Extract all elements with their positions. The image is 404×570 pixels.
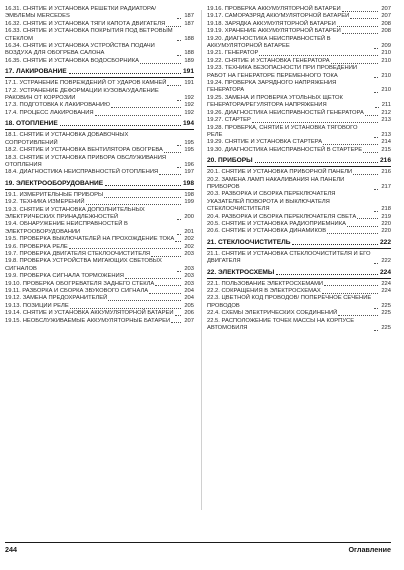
toc-entry (5, 169, 194, 176)
dot-leader (171, 322, 181, 323)
entry-title: 18.4. ДИАГНОСТИКА НЕИСПРАВНОСТЕЙ ОТОПЛЕНИЯ (5, 169, 159, 176)
dot-leader (177, 219, 181, 220)
dot-leader (177, 100, 181, 101)
toc-entry (5, 88, 194, 103)
toc-entry (5, 258, 194, 273)
entry-title: 18.2. СНЯТИЕ И УСТАНОВКА ВЕНТИЛЯТОРА ОБОГРЕВА (5, 147, 163, 154)
section-title: 20. ПРИБОРЫ (207, 157, 253, 165)
page-ref: 194 (182, 120, 194, 128)
entry-title: 17.3. ПОДГОТОВКА К ЛАКИРОВАНИЮ (5, 102, 111, 109)
toc-entry (5, 192, 194, 199)
entry-title: 19.18. ЗАРЯДКА АККУМУЛЯТОРНОЙ БАТАРЕИ (207, 20, 336, 27)
dot-leader (149, 293, 181, 294)
dot-leader (342, 11, 379, 12)
dot-leader (363, 152, 378, 153)
dot-leader (155, 285, 181, 286)
dot-leader (177, 167, 181, 168)
page-ref: 203 (184, 250, 194, 257)
entry-title: 19.11. РАЗБОРКА И СБОРКА ЗВУКОВОГО СИГНАЛА (5, 288, 149, 294)
entry-title: 21.1. СНЯТИЕ И УСТАНОВКА СТЕКЛООЧИСТИТЕЛЯ И ЕГО ДВИГАТЕЛЯ (207, 250, 371, 265)
footer-section-title: Оглавление (348, 545, 391, 554)
entry-title: 19.19. ХРАНЕНИЕ АККУМУЛЯТОРНОЙ БАТАРЕИ (207, 28, 341, 35)
entry-title: 19.21. ГЕНЕРАТОР (207, 50, 259, 57)
entry-title: 19.16. ПРОВЕРКА АККУМУЛЯТОРНОЙ БАТАРЕИ (207, 6, 341, 12)
page-ref: 192 (184, 95, 194, 102)
page-ref: 200 (184, 213, 194, 220)
page-ref: 203 (184, 273, 194, 280)
dot-leader (105, 185, 181, 186)
dot-leader (164, 152, 181, 153)
toc-entry (207, 214, 391, 221)
entry-title: 19.13. ПОЗИЦИИ РЕЛЕ (5, 302, 69, 309)
dot-leader (374, 189, 378, 190)
entry-title: 19.17. САМОРАЗРЯД АККУМУЛЯТОРНОЙ БАТАРЕИ (207, 13, 350, 20)
entry-title: 22.5. РАСПОЛОЖЕНИЕ ТОЧЕК МАССЫ НА КОРПУСЕ АВТОМОБИЛЯ (207, 317, 355, 332)
dot-leader (252, 122, 379, 123)
entry-title: 19.5. ПРОВЕРКА ВЫКЛЮЧАТЕЛЕЙ НА ПРОХОЖДЕНИЕ ТОКА (5, 236, 175, 243)
toc-entry (5, 221, 194, 236)
section-title: 21. СТЕКЛООЧИСТИТЕЛЬ (207, 238, 291, 246)
entry-title: 19.22. СНЯТИЕ И УСТАНОВКА ГЕНЕРАТОРА (207, 57, 330, 64)
dot-leader (323, 144, 378, 145)
entry-title: 19.15. НЕОБСЛУЖИВАЕМЫЕ АККУМУЛЯТОРНЫЕ БАТАРЕИ (5, 317, 171, 324)
page-ref: 224 (379, 268, 391, 276)
toc-entry (5, 236, 194, 243)
dot-leader (125, 278, 181, 279)
toc-section-heading (207, 269, 391, 279)
entry-title: 19.28. ПРОВЕРКА, СНЯТИЕ И УСТАНОВКА ТЯГОВОГО РЕЛЕ (207, 124, 358, 138)
page-ref: 189 (184, 57, 194, 64)
page-ref: 213 (381, 117, 391, 124)
toc-section-heading (5, 120, 194, 130)
page-ref: 225 (381, 310, 391, 317)
page-ref: 207 (184, 317, 194, 324)
dot-leader (69, 73, 181, 74)
toc-entry (207, 50, 391, 57)
toc-entry (207, 13, 391, 20)
entry-title: 19.7. ПРОВЕРКА ДВИГАТЕЛЯ СТЕКЛООЧИСТИТЕЛЯ (5, 250, 151, 257)
page-ref: 207 (381, 13, 391, 20)
entry-title: 19.12. ЗАМЕНА ПРЕДОХРАНИТЕЛЕЙ (5, 295, 108, 302)
toc-entry (207, 221, 391, 228)
entry-title: 18.3. СНЯТИЕ И УСТАНОВКА ПРИБОРА ОБСЛУЖИВАНИЯ ОТОПЛЕНИЯ (5, 154, 167, 168)
entry-title: 17.1. УСТРАНЕНИЕ ПОВРЕЖДЕНИЙ ОТ УДАРОВ КАМНЕЙ (5, 80, 167, 87)
page-ref: 210 (381, 87, 391, 94)
toc-entry (207, 95, 391, 110)
toc-entry (207, 110, 391, 117)
page-ref: 205 (184, 302, 194, 309)
toc-entry (207, 281, 391, 288)
dot-leader (327, 233, 378, 234)
footer-rule (5, 542, 391, 543)
dot-leader (365, 115, 379, 116)
page-ref: 218 (381, 206, 391, 213)
page-ref: 210 (381, 57, 391, 64)
entry-title: 22.3. ЦВЕТНОЙ КОД ПРОВОДОВ/ ПОПЕРЕЧНОЕ СЕЧЕНИЕ ПРОВОДОВ (207, 295, 372, 309)
dot-leader (70, 308, 182, 309)
dot-leader (374, 330, 378, 331)
entry-title: 20.3. РАЗБОРКА И СБОРКА ПЕРЕКЛЮЧАТЕЛЯ УКАЗАТЕЛЕЙ ПОВОРОТА И ВЫКЛЮЧАТЕЛЯ СТЕКЛООЧИСТИТЕЛЯ (207, 191, 336, 213)
page-ref: 216 (379, 157, 391, 165)
dot-leader (337, 26, 379, 27)
toc-entry (207, 147, 391, 154)
dot-leader (276, 274, 378, 275)
section-title: 22. ЭЛЕКТРОСХЕМЫ (207, 268, 275, 276)
dot-leader (374, 137, 378, 138)
entry-title: 20.2. ЗАМЕНА ЛАМП НАКАЛИВАНИЯ НА ПАНЕЛИ ПРИБОРОВ (207, 176, 345, 190)
page-ref: 208 (381, 20, 391, 27)
page-ref: 195 (184, 139, 194, 146)
toc-entry (207, 28, 391, 35)
page-ref: 201 (184, 228, 194, 235)
entry-title: 22.2. СОКРАЩЕНИЯ В ЭЛЕКТРОСХЕМАХ (207, 288, 321, 294)
page-ref: 196 (184, 161, 194, 168)
dot-leader (374, 48, 378, 49)
page-ref: 206 (184, 310, 194, 317)
toc-entry (207, 310, 391, 317)
page-ref: 217 (381, 183, 391, 190)
toc-entry (5, 110, 194, 117)
toc-section-heading (207, 239, 391, 249)
toc-entry (207, 80, 391, 95)
page-ref: 192 (184, 109, 194, 116)
entry-title: 16.33. СНЯТИЕ И УСТАНОВКА ПОКРЫТИЯ ПОД ВЕТРОВЫМ СТЕКЛОМ (5, 28, 173, 42)
dot-leader (353, 174, 378, 175)
dot-leader (175, 241, 181, 242)
page-ref: 204 (184, 288, 194, 294)
entry-title: 19.6. ПРОВЕРКА РЕЛЕ (5, 243, 68, 250)
entry-title: 19.14. СНЯТИЕ И УСТАНОВКА АККУМУЛЯТОРНОЙ БАТАРЕИ (5, 310, 174, 317)
toc-entry (207, 65, 391, 80)
toc-entry (5, 132, 194, 147)
entry-title: 19.10. ПРОВЕРКА ОБОГРЕВАТЕЛЯ ЗАДНЕГО СТЕКЛА (5, 280, 155, 287)
toc-entry (5, 147, 194, 154)
toc-entry (5, 6, 194, 21)
page-ref: 197 (184, 169, 194, 176)
page-ref: 222 (379, 238, 391, 246)
entry-title: 17.2. УСТРАНЕНИЕ ДЕФОРМАЦИИ КУЗОВА/УДАЛЕНИЕ РАКОВИН ОТ КОРРОЗИИ (5, 87, 159, 102)
page-ref: 220 (381, 220, 391, 227)
page-ref: 209 (381, 43, 391, 50)
entry-title: 20.1. СНЯТИЕ И УСТАНОВКА ПРИБОРНОЙ ПАНЕЛИ (207, 169, 353, 176)
toc-entry (207, 318, 391, 333)
page-ref: 203 (184, 280, 194, 287)
page-ref: 203 (184, 265, 194, 272)
toc-entry (5, 295, 194, 302)
toc-entry (5, 310, 194, 317)
page-ref: 216 (381, 169, 391, 176)
toc-entry (5, 102, 194, 109)
page-ref: 198 (182, 179, 194, 187)
toc-entry (5, 273, 194, 280)
entry-title: 19.26. ДИАГНОСТИКА НЕИСПРАВНОСТЕЙ ГЕНЕРАТОРА (207, 109, 364, 116)
dot-leader (177, 40, 181, 41)
page-ref: 211 (381, 102, 391, 109)
page-ref: 191 (182, 68, 194, 76)
entry-title: 22.1. ПОЛЬЗОВАНИЕ ЭЛЕКТРОСХЕМАМИ (207, 280, 324, 287)
toc-entry (5, 207, 194, 222)
toc-entry (207, 251, 391, 266)
page-footer (5, 545, 391, 554)
page-ref: 207 (381, 6, 391, 12)
toc-entry (207, 295, 391, 310)
entry-title: 19.4. ОБНАРУЖЕНИЕ НЕИСПРАВНОСТЕЙ В ЭЛЕКТРООБОРУДОВАНИИ (5, 221, 128, 235)
entry-title: 19.27. СТАРТЕР (207, 117, 251, 124)
toc-entry (207, 36, 391, 51)
section-title: 19. ЭЛЕКТРООБОРУДОВАНИЕ (5, 179, 104, 187)
dot-leader (151, 256, 181, 257)
page-ref: 210 (381, 72, 391, 79)
dot-leader (177, 271, 181, 272)
entry-title: 19.9. ПРОВЕРКА СИГНАЛА ТОРМОЖЕНИЯ (5, 273, 124, 280)
toc-entry (207, 177, 391, 192)
dot-leader (375, 107, 379, 108)
dot-leader (108, 300, 181, 301)
dot-leader (322, 293, 379, 294)
entry-title: 22.4. СХЕМЫ ЭЛЕКТРИЧЕСКИХ СОЕДИНЕНИЙ (207, 310, 338, 317)
page-ref: 220 (381, 228, 391, 235)
page-ref: 210 (381, 50, 391, 57)
dot-leader (177, 234, 181, 235)
dot-leader (104, 197, 181, 198)
entry-title: 20.5. СНЯТИЕ И УСТАНОВКА РАДИОПРИЕМНИКА (207, 220, 346, 227)
entry-title: 19.23. ТЕХНИКА БЕЗОПАСНОСТИ ПРИ ПРОВЕДЕНИИ РАБОТ НА ГЕНЕРАТОРЕ ПЕРЕМЕННОГО ТОКА (207, 65, 358, 79)
toc-entry (5, 28, 194, 43)
dot-leader (177, 55, 181, 56)
page-ref: 212 (381, 109, 391, 116)
entry-title: 16.32. СНЯТИЕ И УСТАНОВКА ТЯГИ КАПОТА ДВИГАТЕЛЯ (5, 20, 166, 27)
page-ref: 224 (381, 280, 391, 287)
toc-entry (5, 80, 194, 87)
entry-title: 19.3. СНЯТИЕ И УСТАНОВКА ДОПОЛНИТЕЛЬНЫХ ЭЛЕКТРИЧЕСКИХ ПРИНАДЛЕЖНОСТЕЙ (5, 206, 145, 220)
toc-entry (5, 244, 194, 251)
dot-leader (324, 285, 378, 286)
entry-title: 19.8. ПРОВЕРКА УСТРОЙСТВА МИГАЮЩИХ СВЕТОВЫХ СИГНАЛОВ (5, 258, 162, 272)
entry-title: 19.2. ТЕХНИКА ИЗМЕРЕНИЙ (5, 199, 85, 206)
page-ref: 219 (381, 213, 391, 220)
page-ref: 213 (381, 131, 391, 138)
dot-leader (292, 244, 378, 245)
toc-entry (5, 318, 194, 325)
toc-entry (5, 43, 194, 58)
entry-title: 19.29. СНЯТИЕ И УСТАНОВКА СТАРТЕРА (207, 139, 323, 146)
toc-entry (207, 169, 391, 176)
entry-title: 19.30. ДИАГНОСТИКА НЕИСПРАВНОСТЕЙ В СТАРТЕРЕ (207, 146, 363, 153)
dot-leader (95, 115, 182, 116)
page-ref: 214 (381, 139, 391, 146)
dot-leader (342, 33, 378, 34)
dot-leader (259, 55, 378, 56)
toc-section-heading (5, 180, 194, 190)
entry-title: 20.6. СНЯТИЕ И УСТАНОВКА ДИНАМИКОВ (207, 228, 327, 235)
page-ref: 204 (184, 295, 194, 302)
page-ref: 208 (381, 28, 391, 35)
dot-leader (111, 107, 181, 108)
dot-leader (167, 85, 181, 86)
dot-leader (255, 162, 378, 163)
column-divider (201, 10, 202, 510)
dot-leader (374, 92, 378, 93)
toc-entry (5, 155, 194, 170)
page-ref: 187 (184, 20, 194, 27)
page-ref: 222 (381, 258, 391, 265)
page-ref: 215 (381, 146, 391, 153)
page-ref: 191 (184, 80, 194, 87)
dot-leader (350, 18, 378, 19)
page-ref: 199 (184, 199, 194, 206)
entry-title: 16.31. СНЯТИЕ И УСТАНОВКА РЕШЕТКИ РАДИАТОРА/ ЭМБЛЕМЫ MERCEDES (5, 6, 156, 20)
page-number: 244 (5, 545, 17, 554)
entry-title: 19.1. ИЗМЕРИТЕЛЬНЫЕ ПРИБОРЫ (5, 191, 104, 198)
toc-entry (207, 139, 391, 146)
dot-leader (177, 18, 181, 19)
toc-section-heading (207, 157, 391, 167)
entry-title: 19.20. ДИАГНОСТИКА НЕИСПРАВНОСТЕЙ В АККУМУЛЯТОРНОЙ БАТАРЕЕ (207, 35, 331, 50)
entry-title: 16.35. СНЯТИЕ И УСТАНОВКА ВОДОСБОРНИКА (5, 57, 139, 64)
dot-leader (347, 226, 378, 227)
page-ref: 225 (381, 302, 391, 309)
dot-leader (357, 218, 378, 219)
dot-leader (338, 315, 378, 316)
toc-right-column (207, 6, 391, 332)
dot-leader (86, 204, 182, 205)
page-ref: 224 (381, 288, 391, 294)
section-title: 18. ОТОПЛЕНИЕ (5, 120, 58, 128)
toc-left-column (5, 6, 194, 325)
page-ref: 187 (184, 13, 194, 20)
toc-entry (207, 191, 391, 213)
toc-entry (207, 58, 391, 65)
dot-leader (177, 145, 181, 146)
page-ref: 202 (184, 236, 194, 243)
page-ref: 202 (184, 243, 194, 250)
entry-title: 19.24. ПРОВЕРКА ЗАРЯДНОГО НАПРЯЖЕНИЯ ГЕНЕРАТОРА (207, 80, 337, 94)
dot-leader (166, 26, 181, 27)
entry-title: 19.25. ЗАМЕНА И ПРОВЕРКА УГОЛЬНЫХ ЩЕТОК ГЕНЕРАТОРА/РЕГУЛЯТОРА НАПРЯЖЕНИЯ (207, 94, 343, 109)
toc-entry (5, 281, 194, 288)
page-ref: 195 (184, 147, 194, 154)
page-ref: 188 (184, 50, 194, 57)
toc-entry (5, 199, 194, 206)
dot-leader (159, 174, 181, 175)
toc-entry (5, 21, 194, 28)
page-ref: 192 (184, 102, 194, 109)
entry-title: 16.34. СНЯТИЕ И УСТАНОВКА УСТРОЙСТВА ПОДАЧИ ВОЗДУХА ДЛЯ ОБОГРЕВА САЛОНА (5, 43, 155, 57)
dot-leader (69, 248, 182, 249)
dot-leader (60, 125, 181, 126)
dot-leader (374, 308, 378, 309)
dot-leader (374, 263, 378, 264)
dot-leader (140, 63, 181, 64)
toc-entry (207, 117, 391, 124)
dot-leader (331, 63, 379, 64)
page-ref: 198 (184, 191, 194, 198)
page-ref: 225 (381, 325, 391, 332)
section-title: 17. ЛАКИРОВАНИЕ (5, 68, 67, 76)
entry-title: 20.4. РАЗБОРКА И СБОРКА ПЕРЕКЛЮЧАТЕЛЯ СВЕТА (207, 213, 357, 220)
entry-title: 18.1. СНЯТИЕ И УСТАНОВКА ДОБАВОЧНЫХ СОПРОТИВЛЕНИЙ (5, 132, 129, 146)
toc-entry (207, 125, 391, 140)
toc-entry (5, 58, 194, 65)
toc-section-heading (5, 68, 194, 78)
dot-leader (175, 315, 182, 316)
page-ref: 188 (184, 35, 194, 42)
entry-title: 17.4. ПРОЦЕСС ЛАКИРОВАНИЯ (5, 109, 94, 116)
dot-leader (374, 211, 378, 212)
toc-entry (207, 228, 391, 235)
dot-leader (374, 77, 378, 78)
